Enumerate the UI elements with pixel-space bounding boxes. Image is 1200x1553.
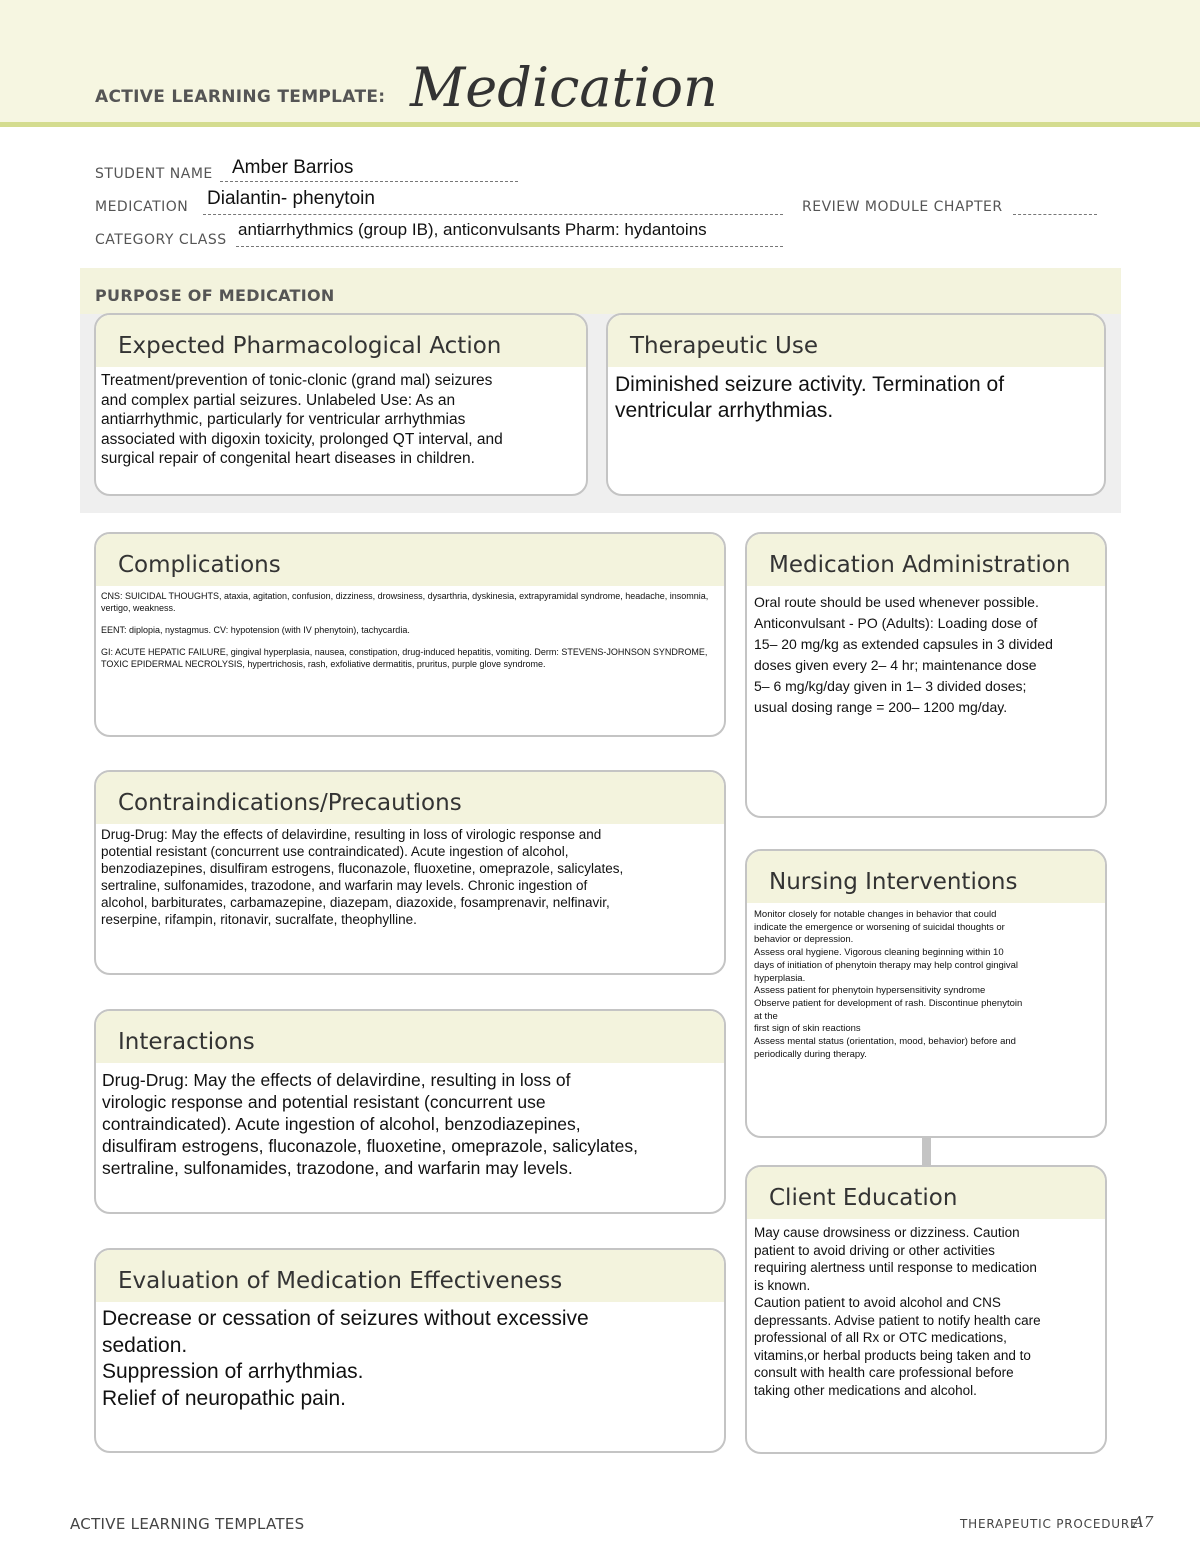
medication-line [203,214,783,215]
text-line: usual dosing range = 200– 1200 mg/day. [754,699,1008,715]
text-line: Diminished seizure activity. Termination of [615,373,1005,396]
review-module-line [1013,214,1097,215]
text-line: Drug-Drug: May the effects of delavirdine, resulting in loss of [102,1070,571,1090]
contraindications-text [101,826,623,928]
text-line: reserpine, rifampin, ritonavir, sucralfate, theophylline. [101,912,417,927]
interactions-title: Interactions [118,1029,255,1055]
text-line: Caution patient to avoid alcohol and CNS [754,1295,1001,1310]
text-line: sertraline, sulfonamides, trazodone, and warfarin may levels. [102,1158,573,1178]
text-line: surgical repair of congenital heart diseases in children. [101,450,475,467]
student-name-label: STUDENT NAME [95,166,213,182]
text-line: Monitor closely for notable changes in behavior that could [754,909,997,920]
text-line: 15– 20 mg/kg as extended capsules in 3 divided [754,636,1053,652]
text-line: Assess patient for phenytoin hypersensitivity syndrome [754,985,986,997]
expected-action-text [101,371,503,469]
text-line: professional of all Rx or OTC medications, [754,1330,1007,1345]
interactions-text [102,1069,638,1179]
evaluation-title: Evaluation of Medication Effectiveness [118,1268,563,1294]
text-line: doses given every 2– 4 hr; maintenance dose [754,657,1037,673]
text-line: consult with health care professional before [754,1365,1014,1380]
category-class-field[interactable]: antiarrhythmics (group IB), anticonvulsants Pharm: hydantoins [238,220,707,239]
text-line: Relief of neuropathic pain. [102,1386,346,1410]
nursing-interventions-box [745,849,1107,1138]
contraindications-title: Contraindications/Precautions [118,790,462,816]
text-paragraph: CNS: SUICIDAL THOUGHTS, ataxia, agitation, confusion, dizziness, drowsiness, dysarthria, dyskinesia, extrapyramidal syndrome, headache, insomnia, vertigo, weakness. [101,591,709,613]
text-line: May cause drowsiness or dizziness. Caution [754,1225,1020,1240]
text-line: Observe patient for development of rash. Discontinue phenytoin [754,997,1023,1009]
text-line: is known. [754,1277,811,1293]
purpose-label: PURPOSE OF MEDICATION [95,286,335,305]
text-line: sedation. [102,1333,188,1357]
student-name-line [220,181,518,182]
text-line: indicate the emergence or worsening of suicidal thoughts or [754,921,1005,933]
text-line: virologic response and potential resistant (concurrent use [102,1092,546,1112]
text-line: sertraline, sulfonamides, trazodone, and warfarin may levels. Chronic ingestion of [101,878,588,893]
expected-action-box [94,313,588,496]
text-line: Decrease or cessation of seizures without excessive [102,1307,589,1330]
evaluation-text [102,1306,589,1412]
medication-administration-box [745,532,1107,818]
text-line: alcohol, barbiturates, carbamazepine, diazepam, diazoxide, fosamprenavir, nelfinavir, [101,895,610,910]
text-line: contraindicated). Acute ingestion of alcohol, benzodiazepines, [102,1114,581,1134]
client-education-text [754,1224,1041,1399]
category-class-line [236,246,783,247]
contraindications-box [94,770,726,975]
complications-box [94,532,726,737]
text-line: requiring alertness until response to medication [754,1260,1037,1275]
footer-right: THERAPEUTIC PROCEDURE [960,1517,1139,1531]
text-line: disulfiram estrogens, fluconazole, fluoxetine, omeprazole, salicylates, [102,1136,638,1156]
text-line: vitamins,or herbal products being taken and to [754,1347,1031,1363]
medication-field[interactable]: Dialantin- phenytoin [207,188,375,209]
nursing-interventions-text [754,909,1022,1061]
evaluation-box [94,1248,726,1453]
complications-text [101,590,713,670]
review-module-label: REVIEW MODULE CHAPTER [802,199,1003,215]
text-line: antiarrhythmic, particularly for ventricular arrhythmias [101,411,466,428]
text-line: patient to avoid driving or other activities [754,1242,995,1258]
therapeutic-use-text [615,372,1004,424]
text-line: associated with digoxin toxicity, prolonged QT interval, and [101,430,503,448]
footer-left: ACTIVE LEARNING TEMPLATES [70,1515,305,1533]
text-line: days of initiation of phenytoin therapy may help control gingival [754,959,1019,971]
template-title: Medication [410,56,718,119]
medication-administration-title: Medication Administration [769,552,1071,578]
text-line: Anticonvulsant - PO (Adults): Loading dose of [754,615,1038,631]
text-paragraph: EENT: diplopia, nystagmus. CV: hypotension (with IV phenytoin), tachycardia. [101,625,410,635]
complications-title: Complications [118,552,281,578]
text-line: and complex partial seizures. Unlabeled Use: As an [101,391,456,409]
text-line: behavior or depression. [754,934,854,946]
client-education-title: Client Education [769,1185,958,1211]
text-line: at the [754,1010,778,1022]
text-line: Suppression of arrhythmias. [102,1360,364,1383]
therapeutic-use-title: Therapeutic Use [630,333,818,359]
text-line: Assess oral hygiene. Vigorous cleaning beginning within 10 [754,947,1004,959]
connector-bar [922,1136,931,1166]
text-line: Oral route should be used whenever possible. [754,594,1039,610]
template-label: ACTIVE LEARNING TEMPLATE: [95,87,386,107]
text-line: first sign of skin reactions [754,1023,861,1035]
footer-page-number: A7 [1133,1513,1154,1531]
text-line: Assess mental status (orientation, mood, behavior) before and [754,1036,1016,1048]
text-line: 5– 6 mg/kg/day given in 1– 3 divided doses; [754,678,1027,694]
header-rule [0,122,1200,127]
text-line: benzodiazepines, disulfiram estrogens, fluconazole, fluoxetine, omeprazole, salicylates, [101,861,624,876]
text-line: taking other medications and alcohol. [754,1382,977,1398]
medication-administration-text [754,592,1053,718]
text-line: depressants. Advise patient to notify health care [754,1312,1041,1328]
text-line: ventricular arrhythmias. [615,399,834,422]
interactions-box [94,1009,726,1214]
text-paragraph: GI: ACUTE HEPATIC FAILURE, gingival hyperplasia, nausea, constipation, drug-induced hepatitis, vomiting. Derm: STEVENS-JOHNSON SYNDROME, TOXIC EPIDERMAL NECROLYSIS, hypertrichosis, rash, exfoliative dermatitis, pruritus, purple glove syndrome. [101,647,708,669]
client-education-box [745,1165,1107,1454]
nursing-interventions-title: Nursing Interventions [769,869,1018,895]
medication-label: MEDICATION [95,199,189,215]
therapeutic-use-box [606,313,1106,496]
category-class-label: CATEGORY CLASS [95,232,227,248]
text-line: Treatment/prevention of tonic-clonic (grand mal) seizures [101,372,493,389]
expected-action-title: Expected Pharmacological Action [118,333,502,359]
text-line: Drug-Drug: May the effects of delavirdine, resulting in loss of virologic response and [101,827,602,842]
text-line: potential resistant (concurrent use contraindicated). Acute ingestion of alcohol, [101,844,569,859]
text-line: periodically during therapy. [754,1048,867,1060]
text-line: hyperplasia. [754,972,806,984]
student-name-field[interactable]: Amber Barrios [232,157,354,178]
